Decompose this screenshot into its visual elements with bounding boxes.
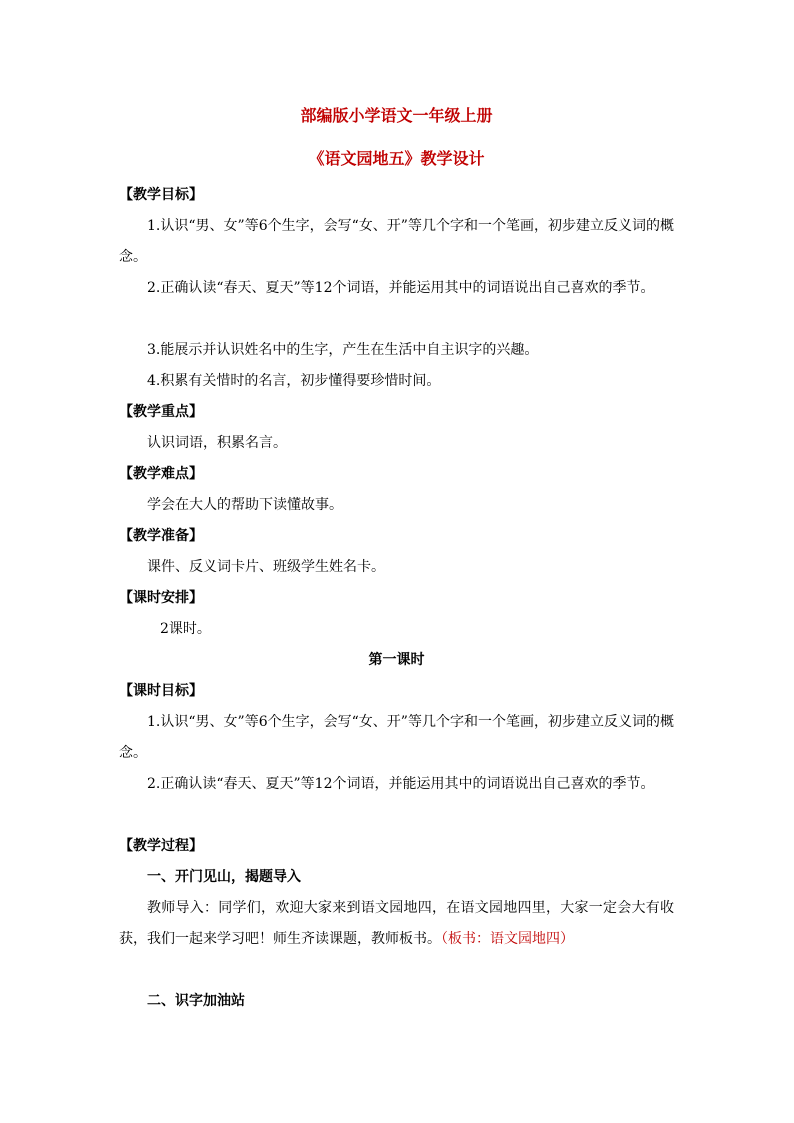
lesson-title: 第一课时 (368, 652, 425, 668)
section-heading-process: 【教学过程】 (119, 838, 203, 854)
lesson-goal-item-1: 1.认识“男、女”等6个生字，会写“女、开”等几个字和一个笔画，初步建立反义词的概念。 (119, 714, 674, 761)
section-heading-lesson-goals: 【课时目标】 (119, 683, 203, 699)
goal-item-1: 1.认识“男、女”等6个生字，会写“女、开”等几个字和一个笔画，初步建立反义词的概念。 (119, 218, 674, 265)
key-text: 认识词语，积累名言。 (147, 435, 287, 451)
step1-paragraph (119, 893, 674, 986)
step1-board-note: （板书：语文园地四） (441, 931, 574, 947)
step1-heading: 一、开门见山，揭题导入 (147, 869, 301, 885)
prep-text: 课件、反义词卡片、班级学生姓名卡。 (147, 559, 385, 575)
section-heading-key: 【教学重点】 (119, 404, 203, 420)
step2-heading: 二、识字加油站 (147, 993, 245, 1009)
document-title-line2: 《语文园地五》教学设计 (308, 149, 485, 168)
section-heading-prep: 【教学准备】 (119, 528, 203, 544)
section-heading-goals: 【教学目标】 (119, 187, 203, 203)
step1-text: 教师导入：同学们，欢迎大家来到语文园地四，在语文园地四里，大家一定会大有收获，我们一起来学习吧！师生齐读课题，教师板书。 (119, 900, 674, 947)
schedule-text: 2课时。 (160, 621, 211, 637)
goal-item-4: 4.积累有关惜时的名言，初步懂得要珍惜时间。 (147, 373, 441, 389)
goal-item-3: 3.能展示并认识姓名中的生字，产生在生活中自主识字的兴趣。 (147, 342, 539, 358)
section-heading-difficult: 【教学难点】 (119, 466, 203, 482)
document-title-line1: 部编版小学语文一年级上册 (300, 106, 493, 125)
goal-item-2: 2.正确认读“春天、夏天”等12个词语，并能运用其中的词语说出自己喜欢的季节。 (147, 280, 655, 296)
difficult-text: 学会在大人的帮助下读懂故事。 (147, 497, 343, 513)
lesson-goal-item-2: 2.正确认读“春天、夏天”等12个词语，并能运用其中的词语说出自己喜欢的季节。 (147, 776, 655, 792)
document-content (119, 101, 674, 1017)
section-heading-schedule: 【课时安排】 (119, 590, 203, 606)
